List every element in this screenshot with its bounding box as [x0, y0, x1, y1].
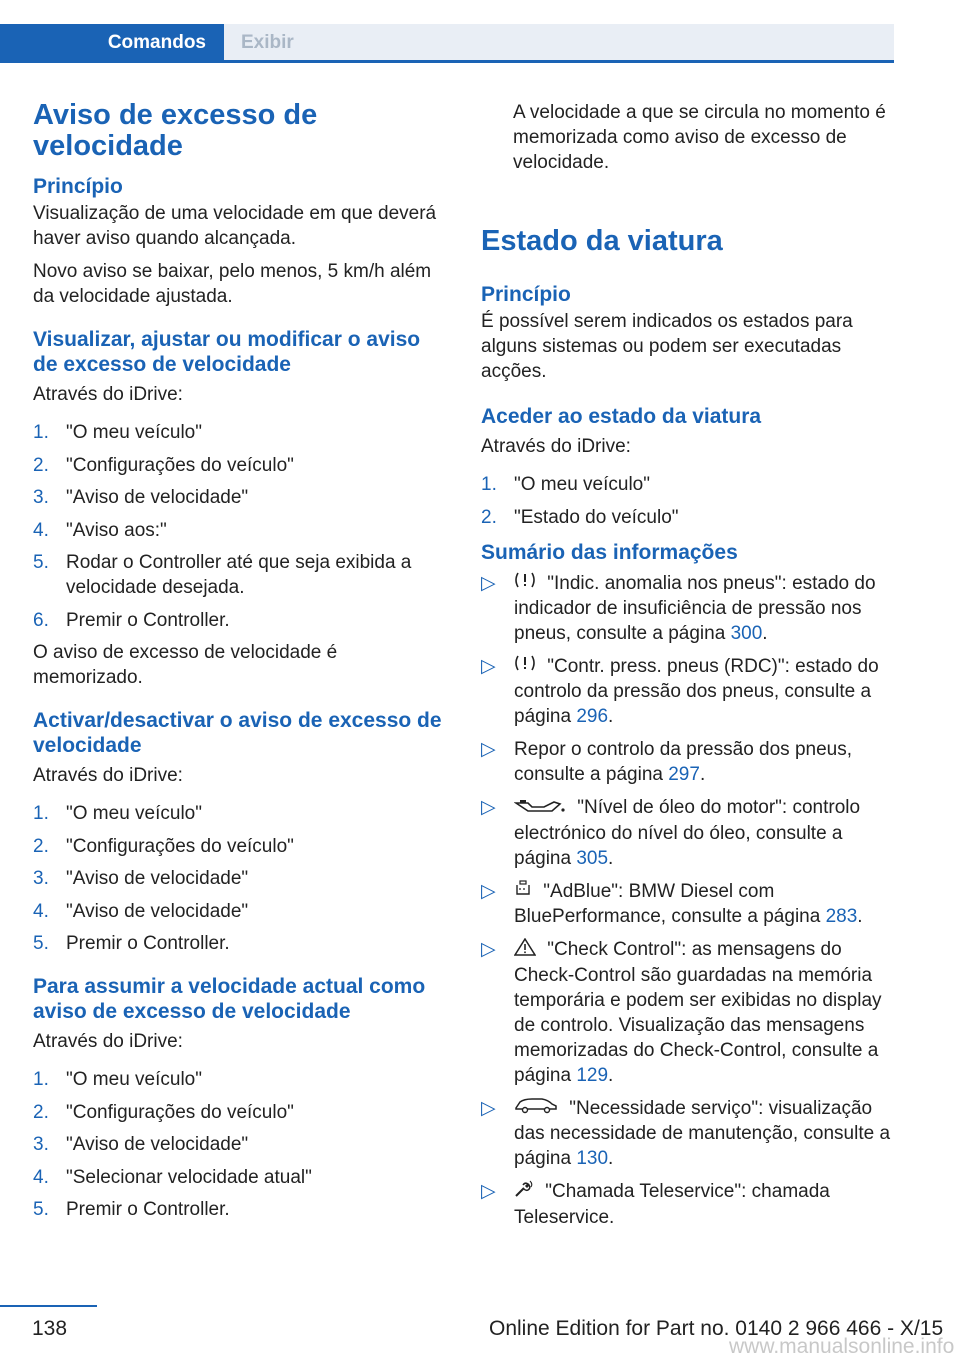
list-item: 5. Premir o Controller. [33, 933, 230, 954]
page-link[interactable]: 129 [576, 1064, 609, 1086]
list-item: 2. "Configurações do veículo" [33, 1101, 294, 1123]
tab-comandos[interactable]: Comandos [0, 24, 224, 62]
list-item: ▷ "Contr. press. pneus (RDC)": estado do controlo da pressão dos pneus, consulte a página 296. [481, 655, 879, 728]
list-item: 2. "Estado do veículo" [481, 506, 679, 528]
list-item: 1. "O meu veículo" [33, 803, 202, 824]
wrench-call-icon [514, 1180, 534, 1205]
section-title-speed-warning: Aviso de excesso de velocidade [33, 99, 318, 162]
edition-text: Online Edition for Part no. 0140 2 966 466 - X/15 [489, 1317, 944, 1340]
subsection-heading-current-speed: Para assumir a velocidade actual como aviso de excesso de velocidade [33, 975, 426, 1023]
list-item: 1. "O meu veículo" [481, 474, 650, 495]
page-link[interactable]: 297 [668, 764, 700, 786]
list-item: 5. Premir o Controller. [33, 1199, 230, 1220]
left-column [33, 100, 447, 1230]
principle-heading: Princípio [481, 283, 571, 306]
list-item: ▷ "Chamada Teleservice": chamada Teleservice. [481, 1181, 830, 1228]
tab-exibir[interactable]: Exibir [224, 24, 894, 62]
summary-list [481, 571, 895, 1230]
tire-pressure-warning-icon [514, 571, 536, 596]
list-item: 4. "Aviso aos:" [33, 519, 167, 541]
subsection-heading-access-status: Aceder ao estado da viatura [481, 405, 762, 428]
principle-text-2: Novo aviso se baixar, pelo menos, 5 km/h além da velocidade ajustada. [33, 261, 432, 307]
list-item: ▷ "Check Control": as mensagens do Check-Control são guardadas na memória temporária e podem ser exibidas no display de controlo. Visualização das mensagens memorizadas do Check-Control, consulte a página 129. [481, 939, 882, 1086]
steps-list-access-status [481, 472, 895, 530]
list-item: 3. "Aviso de velocidade" [33, 868, 249, 889]
page-link[interactable]: 283 [825, 906, 858, 928]
principle-text: É possível serem indicados os estados para alguns sistemas ou podem ser executadas acções. [481, 311, 853, 382]
list-item: 2. "Configurações do veículo" [33, 835, 294, 857]
list-item: 1. "O meu veículo" [33, 1069, 202, 1090]
list-item: 5. Rodar o Controller até que seja exibida a velocidade desejada. [33, 552, 412, 598]
subsection-heading-set-warning: Visualizar, ajustar ou modificar o aviso de excesso de velocidade [33, 328, 421, 376]
watermark: www.manualsonline.info [729, 1335, 955, 1358]
subsection-heading-toggle-warning: Activar/desactivar o aviso de excesso de velocidade [33, 709, 442, 757]
right-column-continued [513, 100, 895, 175]
principle-heading: Princípio [33, 175, 123, 198]
page-link[interactable]: 300 [730, 622, 763, 644]
idrive-intro: Através do iDrive: [33, 765, 183, 786]
list-item: 3. "Aviso de velocidade" [33, 1134, 249, 1155]
list-item: 6. Premir o Controller. [33, 609, 230, 631]
warning-triangle-icon [514, 938, 536, 963]
page-link[interactable]: 130 [576, 1148, 609, 1170]
list-item: ▷ "Necessidade serviço": visualização das necessidade de manutenção, consulte a página 130. [481, 1097, 891, 1170]
steps-list-toggle-warning [33, 801, 447, 956]
service-car-icon [514, 1096, 558, 1121]
list-item: ▷ "Nível de óleo do motor": controlo electrónico do nível do óleo, consulte a página 305. [481, 797, 861, 869]
warning-stored-text: O aviso de excesso de velocidade é memorizado. [33, 642, 338, 688]
section-title-vehicle-status: Estado da viatura [481, 225, 723, 257]
subsection-heading-summary: Sumário das informações [481, 540, 738, 564]
page-link[interactable]: 305 [576, 847, 609, 869]
steps-list-current-speed [33, 1067, 447, 1222]
continued-text: A velocidade a que se circula no momento é memorizada como aviso de excesso de velocidade. [513, 102, 886, 173]
tire-pressure-warning-icon [514, 654, 536, 679]
oil-can-icon [514, 796, 566, 821]
list-item: 1. "O meu veículo" [33, 422, 202, 443]
footer-rule [0, 1305, 97, 1307]
page-number: 138 [32, 1317, 68, 1340]
header-rule [0, 60, 894, 63]
list-item: ▷ "Indic. anomalia nos pneus": estado do indicador de insuficiência de pressão nos pneus, consulte a página 300. [481, 572, 876, 644]
right-column [481, 226, 895, 1238]
list-item: 2. "Configurações do veículo" [33, 454, 294, 476]
list-item: 4. "Selecionar velocidade atual" [33, 1166, 312, 1188]
adblue-icon [514, 879, 532, 904]
page-header [0, 24, 960, 62]
idrive-intro: Através do iDrive: [481, 436, 631, 457]
list-item: 4. "Aviso de velocidade" [33, 900, 249, 922]
idrive-intro: Através do iDrive: [33, 1031, 183, 1052]
principle-text-1: Visualização de uma velocidade em que deverá haver aviso quando alcançada. [33, 203, 437, 249]
list-item: 3. "Aviso de velocidade" [33, 487, 249, 508]
idrive-intro: Através do iDrive: [33, 384, 183, 405]
steps-list-set-warning [33, 420, 447, 633]
list-item: ▷ Repor o controlo da pressão dos pneus, consulte a página 297. [481, 739, 852, 786]
page-link[interactable]: 296 [576, 706, 609, 728]
list-item: ▷ "AdBlue": BMW Diesel com BluePerformance, consulte a página 283. [481, 880, 863, 928]
